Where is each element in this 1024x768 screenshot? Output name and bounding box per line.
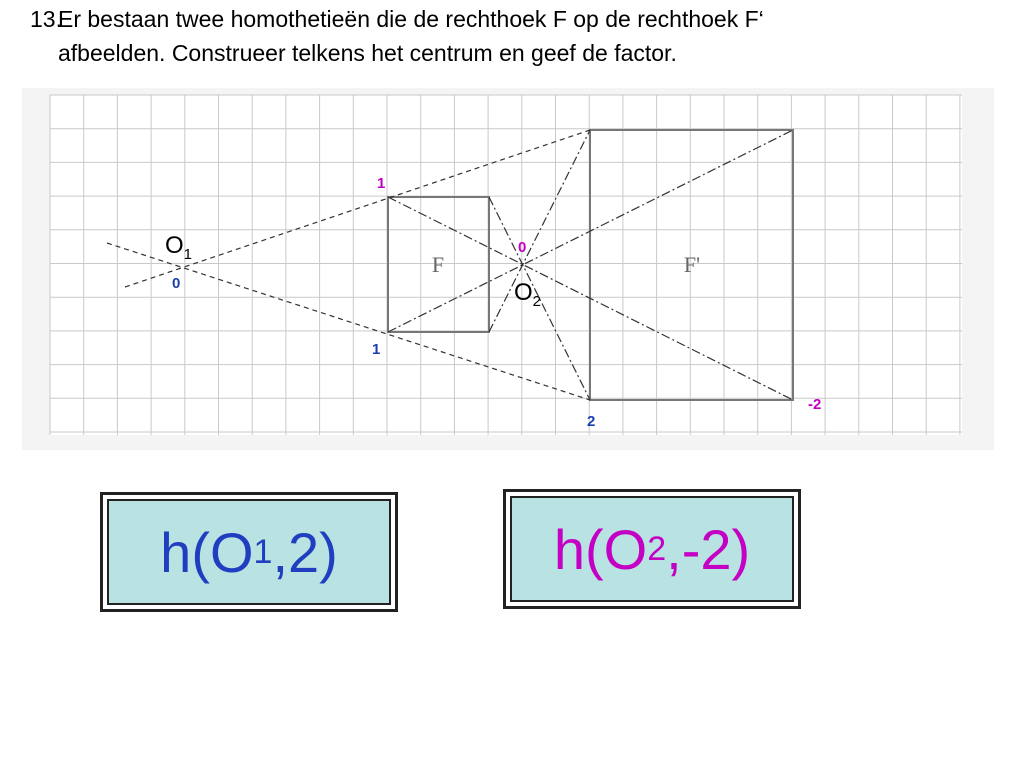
- answer-O1-text: [107, 499, 391, 605]
- answer-box-O1: [100, 492, 398, 612]
- O1-factor-0: 0: [172, 275, 181, 292]
- label-O1-sub: 1: [183, 246, 193, 263]
- label-Fprime-minus-2: -2: [808, 396, 822, 413]
- label-F-prime: F': [683, 252, 701, 277]
- label-F-top-1: 1: [377, 175, 386, 192]
- label-O2-name: O: [514, 279, 533, 306]
- label-F: F: [431, 252, 445, 277]
- answer-O1-suffix: ,2): [272, 520, 338, 584]
- answer-O1-sub: 1: [253, 532, 273, 571]
- question-line-1: Er bestaan twee homothetieën die de rechthoek F op de rechthoek F‘: [58, 6, 764, 32]
- label-O2-sub: 2: [532, 293, 542, 310]
- label-Fprime-bottom-2: 2: [587, 413, 596, 430]
- question-line-2: afbeelden. Construeer telkens het centrum en geef de factor.: [58, 40, 677, 66]
- answer-O2-text: [510, 496, 794, 602]
- answer-O2-sub: 2: [647, 529, 667, 568]
- answer-O2-suffix: ,-2): [666, 517, 751, 581]
- O2-factor-0: 0: [518, 239, 527, 256]
- answer-O2-prefix: h(O: [553, 517, 648, 581]
- answer-O1-prefix: h(O: [160, 520, 254, 584]
- question-number: 13.: [30, 6, 62, 32]
- label-F-bottom-1: 1: [372, 341, 381, 358]
- answer-box-O2: [503, 489, 801, 609]
- label-O1-name: O: [165, 232, 184, 259]
